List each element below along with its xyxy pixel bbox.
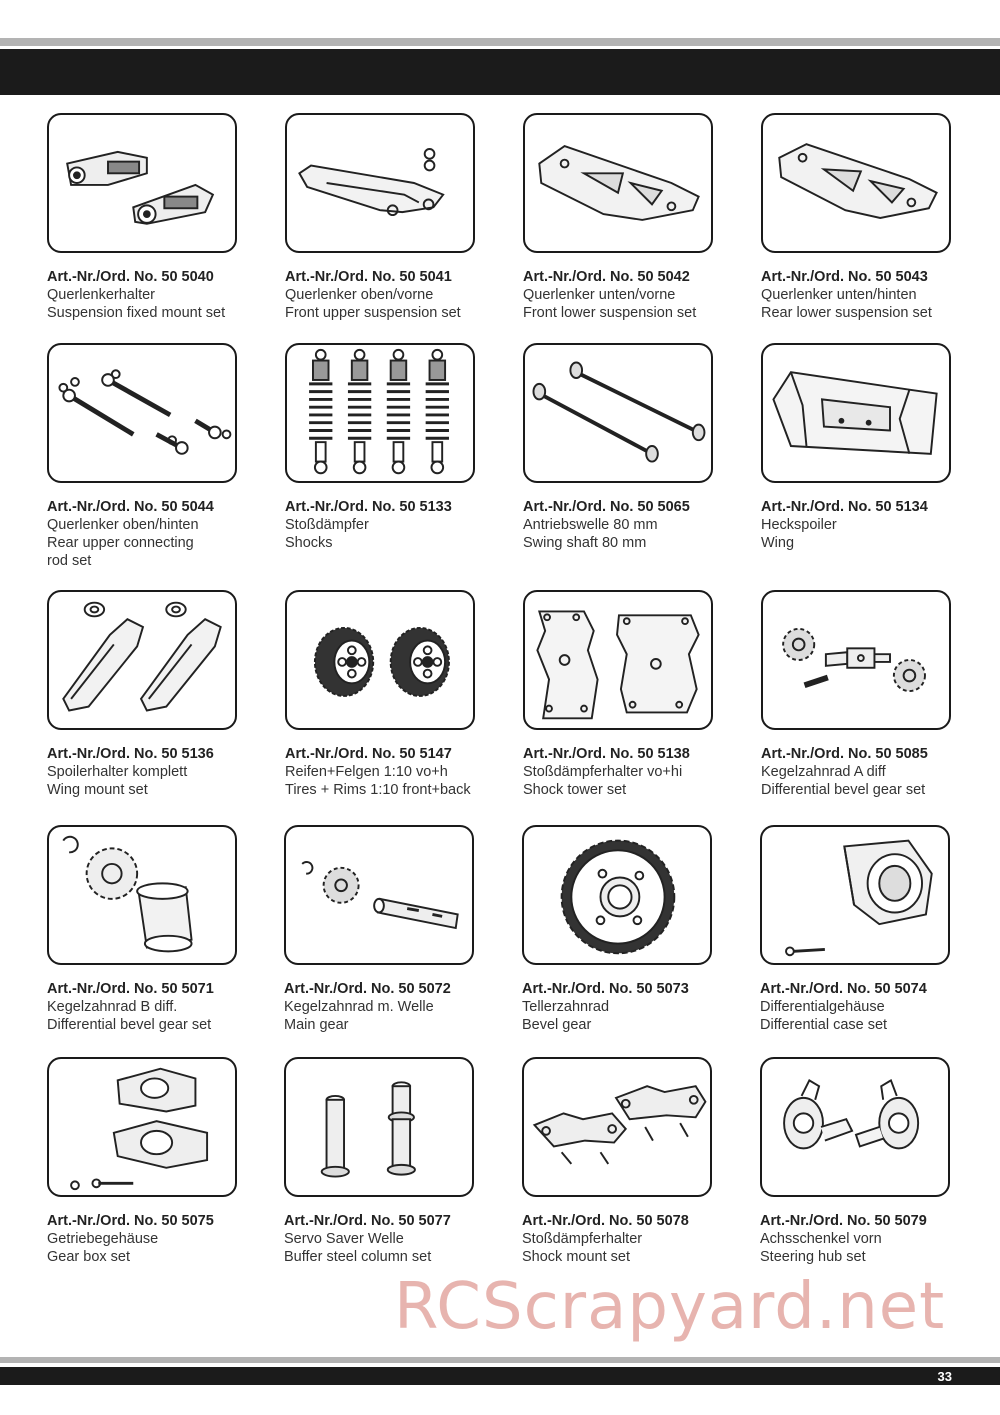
part-image <box>760 1057 950 1197</box>
german-name: Achsschenkel vorn <box>760 1231 882 1247</box>
diff-case-icon <box>762 827 948 963</box>
article-number: Art.-Nr./Ord. No. 50 5085 <box>761 746 928 762</box>
english-name: Differential bevel gear set <box>761 782 926 798</box>
part-card-5075 <box>47 1057 267 1266</box>
servo-saver-icon <box>286 1059 472 1195</box>
part-card-5044 <box>47 343 267 570</box>
english-name: Wing <box>761 535 795 551</box>
german-name: Stoßdämpferhalter vo+hi <box>523 764 683 780</box>
part-image <box>522 825 712 965</box>
german-name: Tellerzahnrad <box>522 999 610 1015</box>
german-name: Stoßdämpfer <box>285 517 369 533</box>
part-image <box>523 590 713 730</box>
article-number: Art.-Nr./Ord. No. 50 5072 <box>284 981 451 997</box>
german-name: Differentialgehäuse <box>760 999 885 1015</box>
english-name: Differential case set <box>760 1017 888 1033</box>
english-name: Front upper suspension set <box>285 305 461 321</box>
part-image <box>523 343 713 483</box>
german-name: Querlenker oben/hinten <box>47 517 199 533</box>
english-name: Rear upper connecting <box>47 535 194 551</box>
gear-shaft-icon <box>286 827 472 963</box>
article-number: Art.-Nr./Ord. No. 50 5078 <box>522 1213 689 1229</box>
german-name: Querlenker unten/vorne <box>523 287 676 303</box>
article-number: Art.-Nr./Ord. No. 50 5133 <box>285 499 452 515</box>
watermark-text: RCScrapyard.net <box>394 1270 946 1344</box>
bevel-gear-icon <box>763 592 949 728</box>
part-card-5071 <box>47 825 267 1034</box>
header-rule <box>0 38 1000 46</box>
footer-bar <box>0 1367 1000 1385</box>
german-name: Getriebegehäuse <box>47 1231 159 1247</box>
wing-icon <box>763 345 949 481</box>
part-card-5138 <box>523 590 743 799</box>
part-image <box>522 1057 712 1197</box>
part-card-5040 <box>47 113 267 322</box>
english-name: Shocks <box>285 535 333 551</box>
german-name: Kegelzahnrad m. Welle <box>284 999 434 1015</box>
tires-icon <box>287 592 473 728</box>
steering-hub-icon <box>762 1059 948 1195</box>
part-card-5085 <box>761 590 981 799</box>
ring-gear-icon <box>524 827 710 963</box>
upper-arm-icon <box>287 115 473 251</box>
rod-set-icon <box>49 345 235 481</box>
part-card-5134 <box>761 343 981 552</box>
part-image <box>285 343 475 483</box>
english-name: Rear lower suspension set <box>761 305 932 321</box>
part-card-5073 <box>522 825 742 1034</box>
article-number: Art.-Nr./Ord. No. 50 5075 <box>47 1213 214 1229</box>
article-number: Art.-Nr./Ord. No. 50 5065 <box>523 499 690 515</box>
english-name: Gear box set <box>47 1249 131 1265</box>
part-card-5074 <box>760 825 980 1034</box>
wing-mount-icon <box>49 592 235 728</box>
part-image <box>285 113 475 253</box>
part-card-5079 <box>760 1057 980 1266</box>
part-card-5133 <box>285 343 505 552</box>
english-name: Bevel gear <box>522 1017 592 1033</box>
english-name: Shock tower set <box>523 782 627 798</box>
part-image <box>761 590 951 730</box>
part-image <box>523 113 713 253</box>
german-name: Reifen+Felgen 1:10 vo+h <box>285 764 448 780</box>
part-card-5041 <box>285 113 505 322</box>
german-name: Spoilerhalter komplett <box>47 764 188 780</box>
shocks-icon <box>287 345 473 481</box>
article-number: Art.-Nr./Ord. No. 50 5134 <box>761 499 928 515</box>
part-card-5077 <box>284 1057 504 1266</box>
shock-mount-icon <box>524 1059 710 1195</box>
german-name: Querlenker unten/hinten <box>761 287 917 303</box>
suspension-mount-icon <box>49 115 235 251</box>
article-number: Art.-Nr./Ord. No. 50 5044 <box>47 499 214 515</box>
part-card-5147 <box>285 590 505 799</box>
german-name: Servo Saver Welle <box>284 1231 404 1247</box>
english-name: Suspension fixed mount set <box>47 305 226 321</box>
lower-arm-icon <box>763 115 949 251</box>
part-card-5078 <box>522 1057 742 1266</box>
article-number: Art.-Nr./Ord. No. 50 5077 <box>284 1213 451 1229</box>
german-name: Kegelzahnrad A diff <box>761 764 886 780</box>
lower-arm-icon <box>525 115 711 251</box>
article-number: Art.-Nr./Ord. No. 50 5147 <box>285 746 452 762</box>
article-number: Art.-Nr./Ord. No. 50 5040 <box>47 269 214 285</box>
german-name: Kegelzahnrad B diff. <box>47 999 178 1015</box>
german-name: Antriebswelle 80 mm <box>523 517 658 533</box>
part-image <box>761 113 951 253</box>
header-bar <box>0 49 1000 95</box>
article-number: Art.-Nr./Ord. No. 50 5073 <box>522 981 689 997</box>
english-name: Main gear <box>284 1017 349 1033</box>
english-name: Shock mount set <box>522 1249 630 1265</box>
part-card-5043 <box>761 113 981 322</box>
bevel-gear-cup-icon <box>49 827 235 963</box>
article-number: Art.-Nr./Ord. No. 50 5041 <box>285 269 452 285</box>
english-name: Buffer steel column set <box>284 1249 432 1265</box>
gearbox-icon <box>49 1059 235 1195</box>
footer-rule <box>0 1357 1000 1363</box>
part-image <box>761 343 951 483</box>
part-image <box>284 825 474 965</box>
article-number: Art.-Nr./Ord. No. 50 5136 <box>47 746 214 762</box>
german-name: Stoßdämpferhalter <box>522 1231 643 1247</box>
part-image <box>47 590 237 730</box>
german-name: Heckspoiler <box>761 517 837 533</box>
article-number: Art.-Nr./Ord. No. 50 5042 <box>523 269 690 285</box>
part-image <box>284 1057 474 1197</box>
article-number: Art.-Nr./Ord. No. 50 5138 <box>523 746 690 762</box>
english-name: Tires + Rims 1:10 front+back <box>285 782 471 798</box>
part-image <box>47 343 237 483</box>
part-card-5072 <box>284 825 504 1034</box>
swing-shaft-icon <box>525 345 711 481</box>
part-card-5136 <box>47 590 267 799</box>
english-name: Front lower suspension set <box>523 305 697 321</box>
english-name: Steering hub set <box>760 1249 866 1265</box>
english-name: Differential bevel gear set <box>47 1017 212 1033</box>
german-name: Querlenkerhalter <box>47 287 155 303</box>
english-name-cont: rod set <box>47 553 92 569</box>
part-image <box>47 113 237 253</box>
part-card-5042 <box>523 113 743 322</box>
page-number: 33 <box>937 1369 952 1384</box>
article-number: Art.-Nr./Ord. No. 50 5071 <box>47 981 214 997</box>
part-image <box>760 825 950 965</box>
part-image <box>285 590 475 730</box>
part-card-5065 <box>523 343 743 552</box>
english-name: Wing mount set <box>47 782 148 798</box>
part-image <box>47 1057 237 1197</box>
article-number: Art.-Nr./Ord. No. 50 5079 <box>760 1213 927 1229</box>
article-number: Art.-Nr./Ord. No. 50 5043 <box>761 269 928 285</box>
shock-tower-icon <box>525 592 711 728</box>
german-name: Querlenker oben/vorne <box>285 287 434 303</box>
english-name: Swing shaft 80 mm <box>523 535 647 551</box>
part-image <box>47 825 237 965</box>
article-number: Art.-Nr./Ord. No. 50 5074 <box>760 981 927 997</box>
